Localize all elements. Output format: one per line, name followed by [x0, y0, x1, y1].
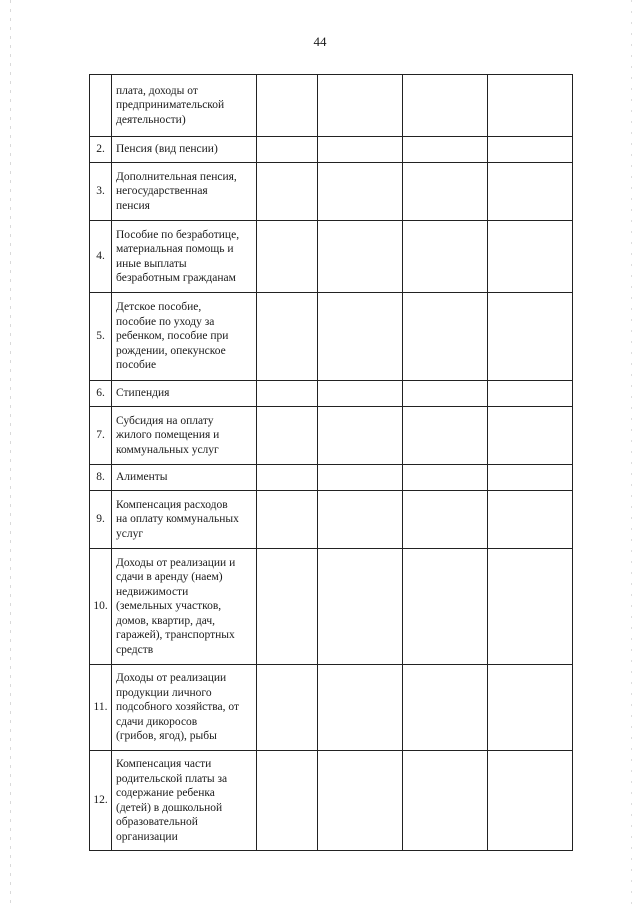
income-type-line: (детей) в дошкольной: [116, 801, 223, 814]
row-number: 9.: [90, 491, 112, 549]
income-type-line: услуг: [116, 527, 144, 540]
income-type-line: пособие: [116, 359, 157, 372]
amount-cell[interactable]: [318, 137, 403, 163]
scan-edge-right: [631, 0, 632, 905]
amount-cell[interactable]: [318, 407, 403, 465]
income-type-line: сдачи в аренду (наем): [116, 571, 223, 584]
amount-cell[interactable]: [488, 465, 573, 491]
amount-cell[interactable]: [403, 293, 488, 381]
income-type-line: пособие по уходу за: [116, 315, 215, 328]
amount-cell[interactable]: [257, 407, 318, 465]
amount-cell[interactable]: [403, 665, 488, 751]
income-type-line: Доходы от реализации и: [116, 556, 236, 569]
income-type-line: содержание ребенка: [116, 787, 215, 799]
income-type: [112, 221, 257, 293]
table-body: [90, 75, 573, 851]
amount-cell[interactable]: [403, 137, 488, 163]
amount-cell[interactable]: [488, 549, 573, 665]
amount-cell[interactable]: [318, 163, 403, 221]
amount-cell[interactable]: [257, 221, 318, 293]
row-number: 3.: [90, 163, 112, 221]
amount-cell[interactable]: [403, 221, 488, 293]
income-type-line: (земельных участков,: [116, 600, 222, 613]
amount-cell[interactable]: [403, 549, 488, 665]
income-type-line: организации: [116, 830, 178, 843]
table-row: [90, 665, 573, 751]
table-row: [90, 751, 573, 851]
amount-cell[interactable]: [257, 751, 318, 851]
amount-cell[interactable]: [488, 221, 573, 293]
income-type-line: гаражей), транспортных: [116, 629, 235, 642]
income-type: [112, 665, 257, 751]
amount-cell[interactable]: [488, 407, 573, 465]
table-row: [90, 75, 573, 137]
row-number: 8.: [90, 465, 112, 491]
amount-cell[interactable]: [488, 665, 573, 751]
row-number: 12.: [90, 751, 112, 851]
income-type-line: негосударственная: [116, 185, 208, 198]
income-type-line: материальная помощь и: [116, 243, 234, 255]
row-number: 11.: [90, 665, 112, 751]
amount-cell[interactable]: [318, 221, 403, 293]
amount-cell[interactable]: [257, 163, 318, 221]
amount-cell[interactable]: [257, 665, 318, 751]
amount-cell[interactable]: [403, 751, 488, 851]
income-type-line: пенсия: [116, 199, 150, 212]
amount-cell[interactable]: [257, 549, 318, 665]
income-type: [112, 293, 257, 381]
income-type-line: плата, доходы от: [116, 84, 198, 97]
amount-cell[interactable]: [403, 381, 488, 407]
row-number: 4.: [90, 221, 112, 293]
income-type-line: Компенсация расходов: [116, 498, 228, 511]
table-row: [90, 221, 573, 293]
income-type-line: коммунальных услуг: [116, 443, 219, 456]
amount-cell[interactable]: [488, 137, 573, 163]
income-type-line: рождении, опекунское: [116, 344, 226, 357]
table-row: [90, 549, 573, 665]
amount-cell[interactable]: [403, 163, 488, 221]
row-number: 2.: [90, 137, 112, 163]
income-type-line: жилого помещения и: [116, 429, 220, 442]
income-type-line: на оплату коммунальных: [116, 513, 239, 526]
income-type: [112, 163, 257, 221]
income-type-line: Пособие по безработице,: [116, 228, 240, 241]
table-row: [90, 163, 573, 221]
income-type-line: Алименты: [116, 471, 168, 484]
income-type-line: (грибов, ягод), рыбы: [116, 730, 217, 743]
income-type: [112, 75, 257, 137]
row-number: 10.: [90, 549, 112, 665]
income-type-line: сдачи дикоросов: [116, 715, 198, 728]
income-type: [112, 137, 257, 163]
income-type-line: средств: [116, 643, 154, 656]
amount-cell[interactable]: [318, 491, 403, 549]
income-type-line: образовательной: [116, 816, 198, 828]
row-number: [90, 75, 112, 137]
income-type-line: ребенком, пособие при: [116, 330, 229, 343]
amount-cell[interactable]: [488, 293, 573, 381]
income-type: [112, 491, 257, 549]
scan-edge-left: [10, 0, 11, 905]
row-number: 6.: [90, 381, 112, 407]
amount-cell[interactable]: [257, 491, 318, 549]
amount-cell[interactable]: [257, 137, 318, 163]
income-type-line: предпринимательской: [116, 99, 225, 112]
amount-cell[interactable]: [318, 75, 403, 137]
income-type: [112, 465, 257, 491]
table-row: [90, 491, 573, 549]
amount-cell[interactable]: [257, 465, 318, 491]
income-type-line: деятельности): [116, 113, 186, 126]
income-type-line: Детское пособие,: [116, 301, 202, 314]
amount-cell[interactable]: [257, 293, 318, 381]
amount-cell[interactable]: [403, 407, 488, 465]
income-type-line: безработным гражданам: [116, 272, 236, 284]
amount-cell[interactable]: [488, 751, 573, 851]
income-type-line: недвижимости: [116, 585, 189, 598]
amount-cell[interactable]: [488, 163, 573, 221]
income-type: [112, 407, 257, 465]
amount-cell[interactable]: [488, 75, 573, 137]
income-type: [112, 381, 257, 407]
income-type-line: Субсидия на оплату: [116, 414, 214, 427]
income-type-line: родительской платы за: [116, 772, 228, 785]
income-type-line: подсобного хозяйства, от: [116, 701, 240, 714]
amount-cell[interactable]: [403, 75, 488, 137]
income-type: [112, 751, 257, 851]
income-type-line: иные выплаты: [116, 257, 187, 270]
amount-cell[interactable]: [318, 665, 403, 751]
income-type-line: Компенсация части: [116, 758, 212, 770]
amount-cell[interactable]: [318, 751, 403, 851]
table-row: [90, 293, 573, 381]
page-number: 44: [313, 34, 327, 49]
income-type-line: Стипендия: [116, 387, 170, 400]
table-row: [90, 407, 573, 465]
amount-cell[interactable]: [488, 381, 573, 407]
amount-cell[interactable]: [318, 381, 403, 407]
income-type-line: Дополнительная пенсия,: [116, 170, 237, 183]
income-type-line: продукции личного: [116, 686, 212, 699]
amount-cell[interactable]: [318, 549, 403, 665]
income-type-line: домов, квартир, дач,: [116, 614, 215, 627]
table-row: [90, 137, 573, 163]
income-type-line: Доходы от реализации: [116, 672, 227, 685]
table-row: [90, 381, 573, 407]
income-type-line: Пенсия (вид пенсии): [116, 143, 218, 156]
amount-cell[interactable]: [318, 465, 403, 491]
amount-cell[interactable]: [318, 293, 403, 381]
amount-cell[interactable]: [403, 491, 488, 549]
table-row: [90, 465, 573, 491]
amount-cell[interactable]: [257, 75, 318, 137]
row-number: 7.: [90, 407, 112, 465]
income-type: [112, 549, 257, 665]
income-table: [89, 74, 573, 851]
amount-cell[interactable]: [257, 381, 318, 407]
row-number: 5.: [90, 293, 112, 381]
amount-cell[interactable]: [403, 465, 488, 491]
amount-cell[interactable]: [488, 491, 573, 549]
